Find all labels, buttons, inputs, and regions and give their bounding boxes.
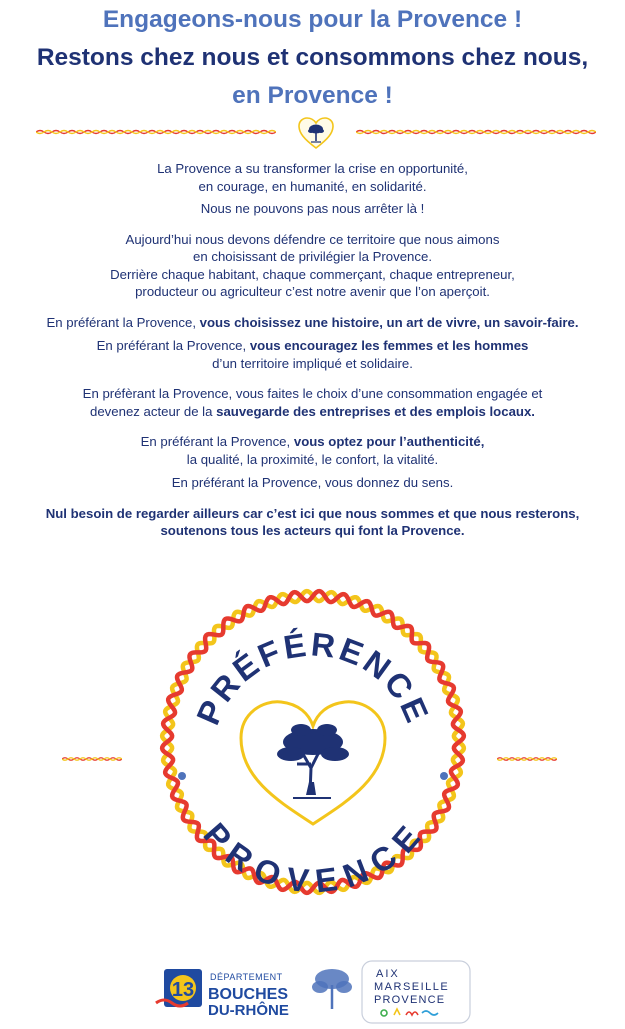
logos-svg [150, 955, 480, 1024]
seal-dot-right [440, 772, 448, 780]
department-logo [156, 969, 289, 1019]
partner-logos [150, 955, 480, 1024]
paragraph-8: En préférant la Provence, vous donnez du sens. [171, 475, 454, 490]
divider-wave [36, 115, 596, 151]
paragraph-5-end: d’un territoire impliqué et solidaire. [212, 355, 413, 371]
left-wave-dash [62, 752, 122, 766]
svg-text:AIX: AIX [376, 968, 400, 980]
paragraph-4: En préférant la Provence, vous choisissez une histoire, un art de vivre, un savoir-faire. [46, 314, 579, 330]
seal-bottom-word: PROVENCE [196, 815, 430, 900]
headline-line-3: en Provence ! [232, 82, 393, 109]
paragraph-5: En préférant la Provence, vous encouragez les femmes et les hommes [96, 338, 529, 353]
svg-text:MARSEILLE: MARSEILLE [374, 981, 450, 993]
right-wave-dash [497, 752, 557, 766]
paragraph-3c: Derrière chaque habitant, chaque commerçant, chaque entrepreneur, [110, 266, 515, 282]
paragraph-3d: producteur ou agriculteur c’est notre avenir que l’on aperçoit. [135, 284, 490, 299]
paragraph-6a: En préfèrant la Provence, vous faites le choix d’une consommation engagée et [82, 386, 543, 401]
svg-text:13: 13 [171, 979, 195, 1001]
headline-line-1: Engageons-nous pour la Provence ! [102, 6, 523, 33]
paragraph-7: En préférant la Provence, vous optez pour l’authenticité, [140, 434, 485, 449]
department-olive-tree-icon [312, 969, 352, 1009]
seal-top-word: PRÉFÉRENCE [189, 625, 437, 730]
paragraph-1a: La Provence a su transformer la crise en opportunité, [157, 161, 468, 176]
metropole-logo [374, 968, 449, 1016]
closing-line-1: Nul besoin de regarder ailleurs car c’est ici que nous sommes et que nous resterons, [45, 505, 580, 521]
svg-text:DU-RHÔNE: DU-RHÔNE [208, 1002, 289, 1019]
paragraph-3b: en choisissant de privilégier la Provence. [193, 249, 432, 264]
body-text [0, 160, 625, 540]
closing-line-2: soutenons tous les acteurs qui font la Provence. [160, 523, 465, 538]
paragraph-6b: devenez acteur de la sauvegarde des entreprises et des emplois locaux. [90, 403, 535, 419]
headline-line-2: Restons chez nous et consommons chez nous, [36, 44, 589, 71]
paragraph-2: Nous ne pouvons pas nous arrêter là ! [200, 201, 425, 216]
paragraph-3a: Aujourd’hui nous devons défendre ce territoire que nous aimons [125, 231, 500, 247]
seal-dot-left [178, 772, 186, 780]
olive-tree-heart-icon [241, 702, 385, 824]
svg-text:DÉPARTEMENT: DÉPARTEMENT [210, 972, 283, 982]
paragraph-1b: en courage, en humanité, en solidarité. [198, 178, 427, 194]
svg-text:PROVENCE: PROVENCE [374, 994, 446, 1006]
preference-provence-seal [155, 578, 471, 906]
svg-text:BOUCHES: BOUCHES [208, 986, 289, 1003]
paragraph-7-end: la qualité, la proximité, le confort, la vitalité. [186, 451, 439, 467]
